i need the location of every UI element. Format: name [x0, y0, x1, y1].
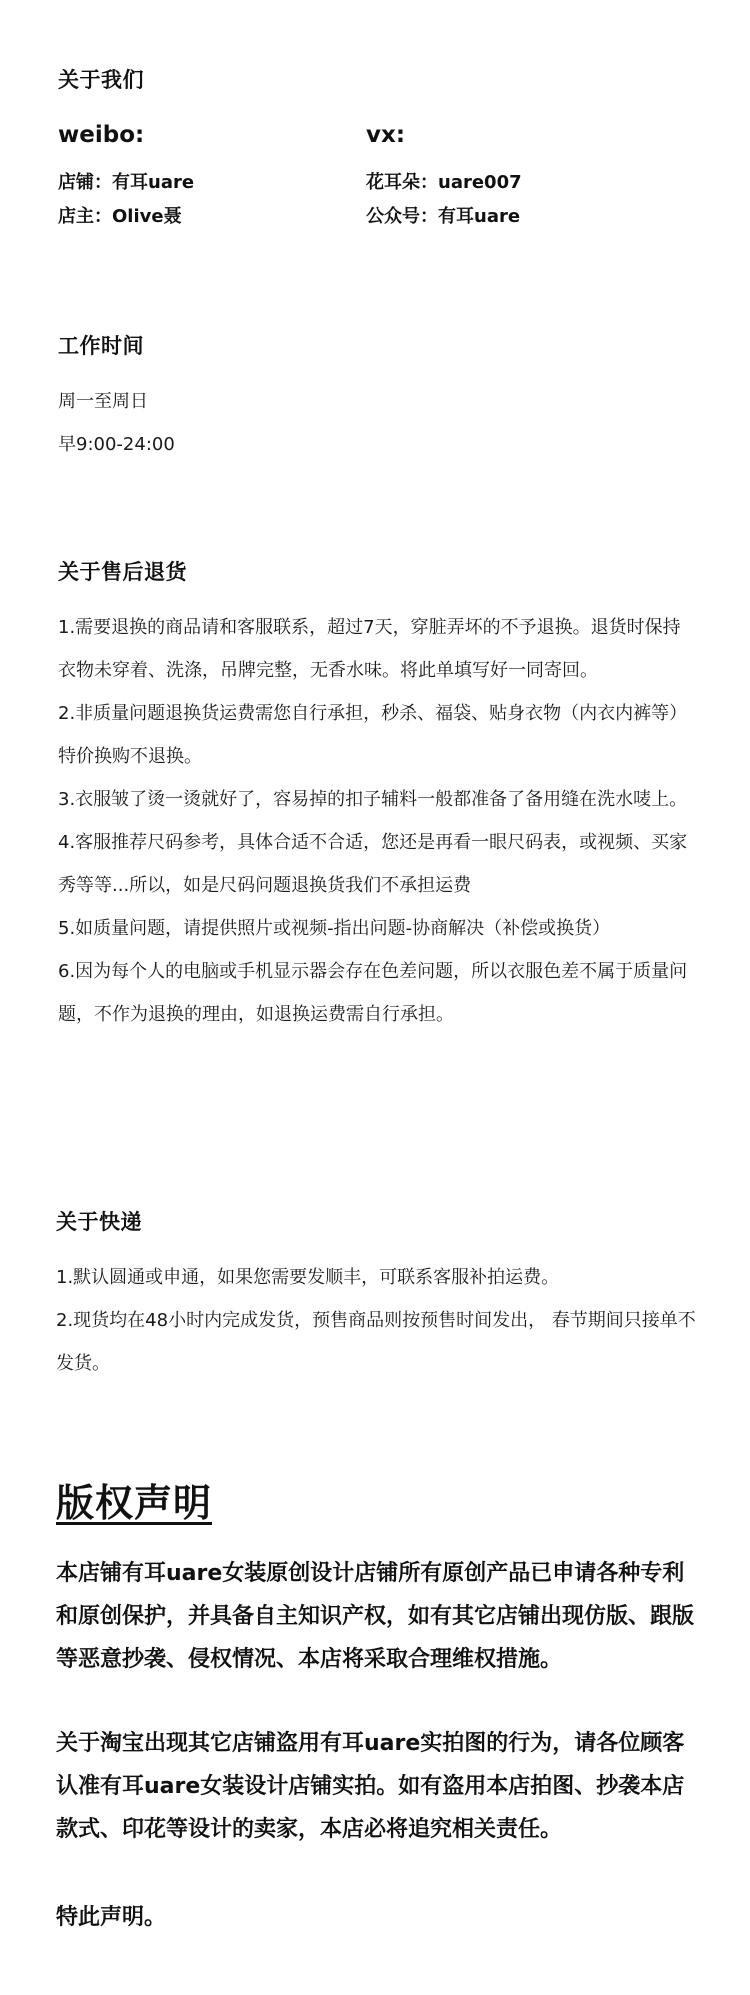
shipping-title: 关于快递 [56, 1210, 142, 1234]
huaerduo-id: 花耳朵：uare007 [366, 172, 522, 193]
list-item: 1.默认圆通或申通，如果您需要发顺丰，可联系客服补拍运费。 [56, 1267, 560, 1288]
after-sales-list [58, 606, 698, 1036]
working-days: 周一至周日 [58, 391, 148, 412]
working-time: 早9:00-24:00 [58, 434, 175, 455]
copyright-paragraph-1: 本店铺有耳uare女装原创设计店铺所有原创产品已申请各种专利和原创保护，并具备自主知识产权，如有其它店铺出现仿版、跟版等恶意抄袭、侵权情况、本店将采取合理维权措施。 [56, 1561, 695, 1672]
list-item: 1.需要退换的商品请和客服联系，超过7天，穿脏弄坏的不予退换。退货时保持衣物未穿着、洗涤，吊牌完整，无香水味。将此单填写好一同寄回。 [58, 617, 681, 681]
list-item: 5.如质量问题，请提供照片或视频-指出问题-协商解决（补偿或换货） [58, 918, 611, 939]
list-item: 2.非质量问题退换货运费需您自行承担，秒杀、福袋、贴身衣物（内衣内裤等）特价换购不退换。 [58, 703, 688, 767]
after-sales-title: 关于售后退货 [58, 560, 187, 584]
copyright-paragraph-2: 关于淘宝出现其它店铺盗用有耳uare实拍图的行为，请各位顾客认准有耳uare女装设计店铺实拍。如有盗用本店拍图、抄袭本店款式、印花等设计的卖家，本店必将追究相关责任。 [56, 1731, 685, 1842]
official-account: 公众号：有耳uare [366, 206, 521, 227]
shop-owner: 店主：Olive聂 [58, 206, 182, 227]
list-item: 4.客服推荐尺码参考，具体合适不合适，您还是再看一眼尺码表，或视频、买家秀等等...所以，如是尺码问题退换货我们不承担运费 [58, 832, 688, 896]
list-item: 3.衣服皱了烫一烫就好了，容易掉的扣子辅料一般都准备了备用缝在洗水唛上。 [58, 789, 688, 810]
vx-label: vx: [366, 122, 406, 148]
weibo-label: weibo: [58, 122, 145, 148]
copyright-title: 版权声明 [56, 1481, 213, 1525]
hours-title: 工作时间 [58, 334, 144, 358]
working-hours [58, 380, 698, 466]
copyright-closing: 特此声明。 [56, 1905, 167, 1930]
shipping-list [56, 1256, 696, 1385]
about-title: 关于我们 [58, 68, 144, 92]
list-item: 6.因为每个人的电脑或手机显示器会存在色差问题，所以衣服色差不属于质量问题，不作为退换的理由，如退换运费需自行承担。 [58, 961, 688, 1025]
list-item: 2.现货均在48小时内完成发货，预售商品则按预售时间发出， 春节期间只接单不发货。 [56, 1310, 696, 1374]
shop-name: 店铺：有耳uare [58, 172, 195, 193]
